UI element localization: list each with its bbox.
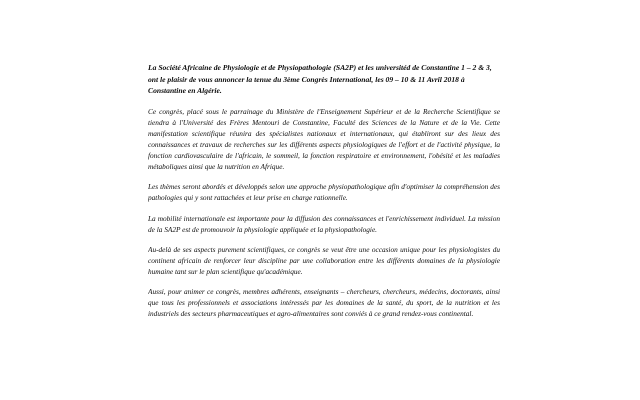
paragraph: Les thèmes seront abordés et développés selon une approche physiopathologique afin d'optimiser la compréhension des pathologies qui y sont rattachées et leur prise en charge rationnelle. (148, 182, 500, 203)
paragraph: Ce congrès, placé sous le parrainage du Ministère de l'Enseignement Supérieur et de la Recherche Scientifique se tiendra à l'Université des Frères Mentouri de Constantine, Faculté des Sciences de la Nature et de la Vie. Cette manifestation scientifique réunira des spécialistes nationaux et internationaux, qui établiront sur des lieux des connaissances et travaux de recherches sur les différents aspects physiologiques de l'effort et de l'activité physique, la fonction cardiovasculaire de l'africain, le sommeil, la fonction respiratoire et environnement, l'obésité et les maladies métaboliques ainsi que la nutrition en Afrique. (148, 106, 500, 172)
paragraph: Au-delà de ses aspects purement scientifiques, ce congrès se veut être une occasion unique pour les physiologistes du continent africain de renforcer leur discipline par une collaboration entre les différents domaines de la physiologie humaine tant sur le plan scientifique qu'académique. (148, 244, 500, 276)
paragraph: La mobilité internationale est importante pour la diffusion des connaissances et l'enrichissement individuel. La mission de la SA2P est de promouvoir la physiologie appliquée et la physiopathologie. (148, 213, 500, 234)
document-body (148, 62, 500, 319)
paragraph: Aussi, pour animer ce congrès, membres adhérents, enseignants – chercheurs, chercheurs, médecins, doctorants, ainsi que tous les professionnels et associations intéressés par les domaines de la santé, du sport, de la nutrition et les industriels des secteurs pharmaceutiques et agro-alimentaires sont conviés à ce grand rendez-vous continental. (148, 287, 500, 319)
document-title: La Société Africaine de Physiologie et de Physiopathologie (SA2P) et les universitéd de Constantine 1 – 2 & 3, ont le plaisir de vous annoncer la tenue du 3ème Congrès International, les 09 – 10 & 11 Avril 2018 à Constantine en Algérie. (148, 63, 492, 96)
page-bottom-margin (0, 342, 640, 400)
document-text-column (148, 62, 500, 342)
